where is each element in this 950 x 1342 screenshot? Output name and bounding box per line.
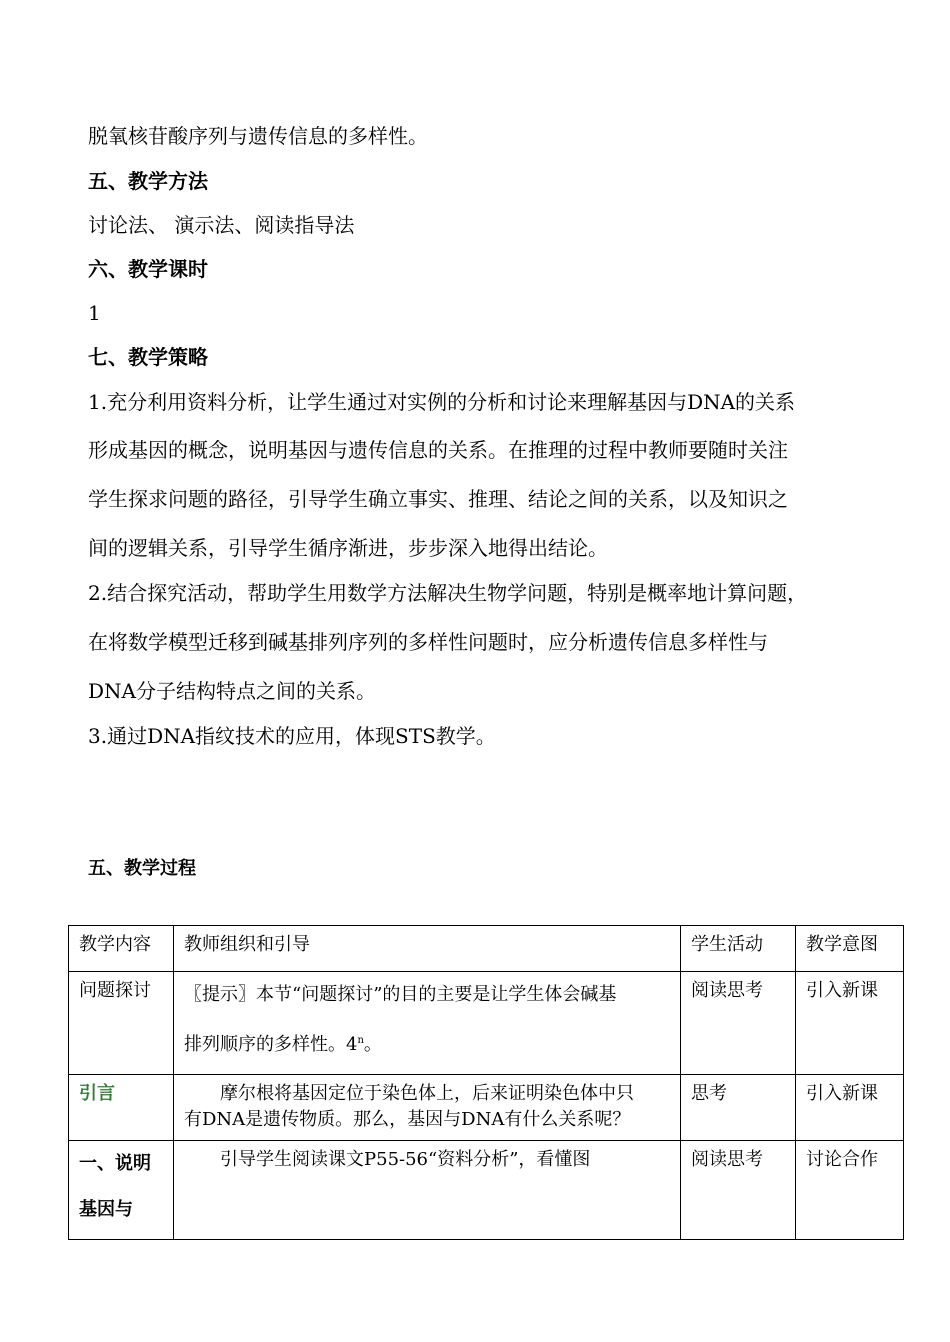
header-cell: 教师组织和引导 (174, 926, 681, 972)
guidance-cell (174, 972, 681, 1075)
table-row (69, 1075, 904, 1141)
header-cell: 教学意图 (796, 926, 904, 972)
strategy-2-line-2: 在将数学模型迁移到碱基排列序列的多样性问题时，应分析遗传信息多样性与 (88, 630, 768, 654)
strategy-1-line-1: 1.充分利用资料分析，让学生通过对实例的分析和讨论来理解基因与DNA的关系 (88, 390, 796, 414)
superscript: n (357, 1035, 364, 1046)
content-cell (69, 1141, 174, 1240)
strategy-1-line-2: 形成基因的概念，说明基因与遗传信息的关系。在推理的过程中教师要随时关注 (88, 438, 788, 462)
guidance-line: 摩尔根将基因定位于染色体上，后来证明染色体中只 (220, 1083, 634, 1104)
intent-cell: 讨论合作 (796, 1141, 904, 1240)
content-line: 基因与 (79, 1199, 133, 1220)
content-cell: 问题探讨 (69, 972, 174, 1075)
activity-cell: 阅读思考 (681, 1141, 796, 1240)
heading-class-hours: 六、教学课时 (88, 257, 208, 281)
table-row (69, 972, 904, 1075)
class-hours-value: 1 (88, 301, 101, 325)
heading-teaching-methods: 五、教学方法 (88, 169, 208, 193)
strategy-2-line-3: DNA分子结构特点之间的关系。 (88, 679, 376, 703)
guidance-line: 〖提示〗本节“问题探讨”的目的主要是让学生体会碱基 (184, 984, 617, 1005)
strategy-3-line: 3.通过DNA指纹技术的应用，体现STS教学。 (88, 724, 496, 748)
methods-text: 讨论法、 演示法、阅读指导法 (88, 213, 355, 237)
content-cell: 引言 (69, 1075, 174, 1141)
strategy-2-line-1: 2.结合探究活动，帮助学生用数学方法解决生物学问题，特别是概率地计算问题， (88, 581, 808, 605)
heading-teaching-strategy: 七、教学策略 (88, 345, 208, 369)
content-line: 一、说明 (79, 1153, 151, 1174)
guidance-text: 排列顺序的多样性。4 (184, 1034, 358, 1055)
table-header-row (69, 926, 904, 972)
guidance-line (184, 1018, 670, 1068)
header-cell: 学生活动 (681, 926, 796, 972)
guidance-line: 有DNA是遗传物质。那么，基因与DNA有什么关系呢？ (184, 1109, 631, 1130)
activity-cell: 思考 (681, 1075, 796, 1141)
table-row (69, 1141, 904, 1240)
body-text-line: 脱氧核苷酸序列与遗传信息的多样性。 (88, 124, 428, 148)
heading-teaching-process: 五、教学过程 (88, 858, 196, 879)
teaching-process-table (68, 925, 904, 1240)
header-cell: 教学内容 (69, 926, 174, 972)
guidance-cell: 引导学生阅读课文P55-56“资料分析”，看懂图 (174, 1141, 681, 1240)
activity-cell: 阅读思考 (681, 972, 796, 1075)
intent-cell: 引入新课 (796, 972, 904, 1075)
strategy-1-line-3: 学生探求问题的路径，引导学生确立事实、推理、结论之间的关系，以及知识之 (88, 487, 788, 511)
strategy-1-line-4: 间的逻辑关系，引导学生循序渐进，步步深入地得出结论。 (88, 536, 608, 560)
guidance-cell (174, 1075, 681, 1141)
intent-cell: 引入新课 (796, 1075, 904, 1141)
guidance-end: 。 (363, 1034, 382, 1055)
